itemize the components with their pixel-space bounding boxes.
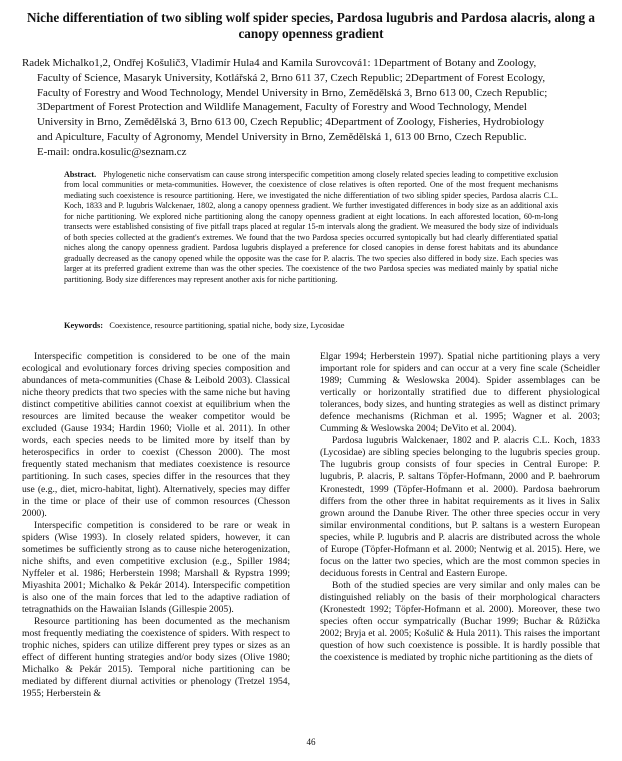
author-line: University in Brno, Zemědělská 3, Brno 613 00, Czech Republic; 4Department of Zoology, Fisheries, Hydrobiology — [37, 116, 545, 129]
body-column-right — [320, 351, 600, 664]
author-affiliations — [22, 56, 602, 160]
author-line: Radek Michalko1,2, Ondřej Košulič3, Vladimír Hula4 and Kamila Surovcová1: 1Department of Botany and Zoology, — [22, 57, 537, 69]
body-column-left — [22, 351, 290, 700]
abstract-label: Abstract. — [64, 170, 97, 179]
author-line: Faculty of Science, Masaryk University, Kotlářská 2, Brno 611 37, Czech Republic; 2Department of Forest Ecology, — [37, 71, 546, 84]
body-paragraph: Both of the studied species are very similar and only males can be distinguished reliably on the basis of their morphological characters (Kronestedt 1992; Töpfer-Hofmann et al. 2000). Moreover, these two species often occur sympatrically (Buchar 1999; Buchar & Růžička 2002; Bryja et al. 2005; Košulič & Hula 2011). This raises the important question of how such coexistence is possible. It is hardly possible that the coexistence is mediated by trophic niche partitioning as the diets of — [320, 579, 600, 664]
author-line: 3Department of Forest Protection and Wildlife Management, Faculty of Forestry and Wood Technology, Mendel — [37, 101, 527, 114]
author-line: and Apiculture, Faculty of Agronomy, Mendel University in Brno, Zemědělská 1, 613 00 Brno, Czech Republic. — [37, 130, 527, 143]
body-paragraph: Interspecific competition is considered to be rare or weak in spiders (Wise 1993). In closely related spiders, however, it can sometimes be sufficiently strong as to cause niche heterogenization, niche shifts, and even competitive exclusion (e.g., Spiller 1984; Nyffeler et al. 1986; Herberstein 1998; Marshall & Rypstra 1999; Miyashita 2001; Michalko & Pekár 2014). Interspecific competition is also one of the main forces that led to the adaptive radiation of tetragnathids on the Hawaiian Islands (Gillespie 2005). — [22, 519, 290, 615]
abstract-text: Phylogenetic niche conservatism can cause strong interspecific competition among closely related species leading to competitive exclusion from local communities or meta-communities. However, the coexistence of close relatives is often reported. One of the most frequent mechanisms mediating such coexistence is resource partitioning. Here, we investigated the niche differentiation of two sibling spider species, Pardosa alacris C.L. Koch, 1833 and P. lugubris Walckenaer, 1802, along a canopy openness gradient. We further investigated differences in body size as an additional axis for niche partitioning. We explored niche partitioning along the canopy openness gradient at eight locations. In each afforested location, 60-m-long transects were established consisting of five pitfall traps placed at regular 15-m intervals along the gradient. We measured the body size of individuals of both species collected at the gradient's extremes. We found that the two Pardosa species occurred syntopically but had clearly differentiated spatial niches along the canopy openness gradient. Pardosa lugubris displayed a preference for closed canopies in dense forest habitats and its abundance gradually decreased as the canopy opened while the opposite was the case for P. alacris. The two species also differed in body size. Each species was larger at its preferred gradient extreme than was the other species. The coexistence of the two Pardosa species was mediated mainly by spatial niche partitioning. Body size differences may represent another axis for niche partitioning. — [64, 170, 558, 284]
keywords-block — [64, 320, 564, 331]
author-line: Faculty of Forestry and Wood Technology, Mendel University in Brno, Zemědělská 3, Brno 613 00, Czech Republic; — [37, 86, 548, 99]
body-paragraph: Resource partitioning has been documented as the mechanism most frequently mediating the coexistence of spiders. With respect to trophic niches, spiders can utilize different prey types or sizes as an effect of different hunting strategies and/or body sizes (Olive 1980; Michalko & Pekár 2015). Temporal niche partitioning can be mediated by different diurnal activities or phenology (Tretzel 1954, 1955; Herberstein & — [22, 616, 290, 700]
article-title: Niche differentiation of two sibling wolf spider species, Pardosa lugubris and Pardosa alacris, along a canopy openness gradient — [26, 10, 596, 41]
author-email: E-mail: ondra.kosulic@seznam.cz — [37, 145, 187, 158]
keywords-text: Coexistence, resource partitioning, spatial niche, body size, Lycosidae — [109, 321, 345, 330]
page-number: 46 — [306, 737, 316, 747]
body-paragraph: Elgar 1994; Herberstein 1997). Spatial niche partitioning plays a very important role for spiders and can occur at a very fine scale (Scheidler 1989; Cumming & Weslowska 2004). Spider assemblages can be vertically or horizontally stratified due to different physiological tolerances, body sizes, and hunting strategies as well as distinct primary defence mechanisms (Richman et al. 1995; Wagner et al. 2003; Cumming & Weslowska 2004; DeVito et al. 2004). — [320, 351, 600, 435]
body-paragraph: Pardosa lugubris Walckenaer, 1802 and P. alacris C.L. Koch, 1833 (Lycosidae) are sibling species belonging to the lugubris species group. The lugubris group consists of four species in Central Europe: P. lugubris, P. alacris, P. saltans Töpfer-Hofmann, 2000 and P. baehrorum Kronestedt, 1999 (Töpfer-Hofmann et al. 2000). Pardosa baehrorum differs from the other three in habitat requirements as it lives in Salix grown around the Danube River. The other three species occur in very similar environmental conditions, but P. saltans is a western European species, while P. lugubris and P. alacris are distributed across the whole of Europe (Töpfer-Hofmann et al. 2000; Nentwig et al. 2015). Here, we focus on the latter two species, which are the most common species in deciduous forests in Central and Eastern Europe. — [320, 435, 600, 579]
keywords-label: Keywords: — [64, 321, 104, 330]
abstract-block — [64, 170, 558, 285]
body-paragraph: Interspecific competition is considered to be one of the main ecological and evolutionary forces driving species composition and abundances of meta-communities (Chase & Leibold 2003). Classical niche theory predicts that two species with the same niche but having distinct competitive abilities cannot coexist at equilibrium when the resources are limited because the weaker competitor would be excluded (Gause 1934; Hardin 1960; Violle et al. 2011). In other words, each species needs to be limited more by itself than by heterospecifics in order to coexist (Chesson 2000). The most frequently stated mechanism that mediates coexistence is resource partitioning. In such cases, species differ in the resources that they use (e.g., diet, micro-habitat, light). Alternatively, species may differ in the time or place of their use of common resources (Chesson 2000). — [22, 351, 290, 519]
